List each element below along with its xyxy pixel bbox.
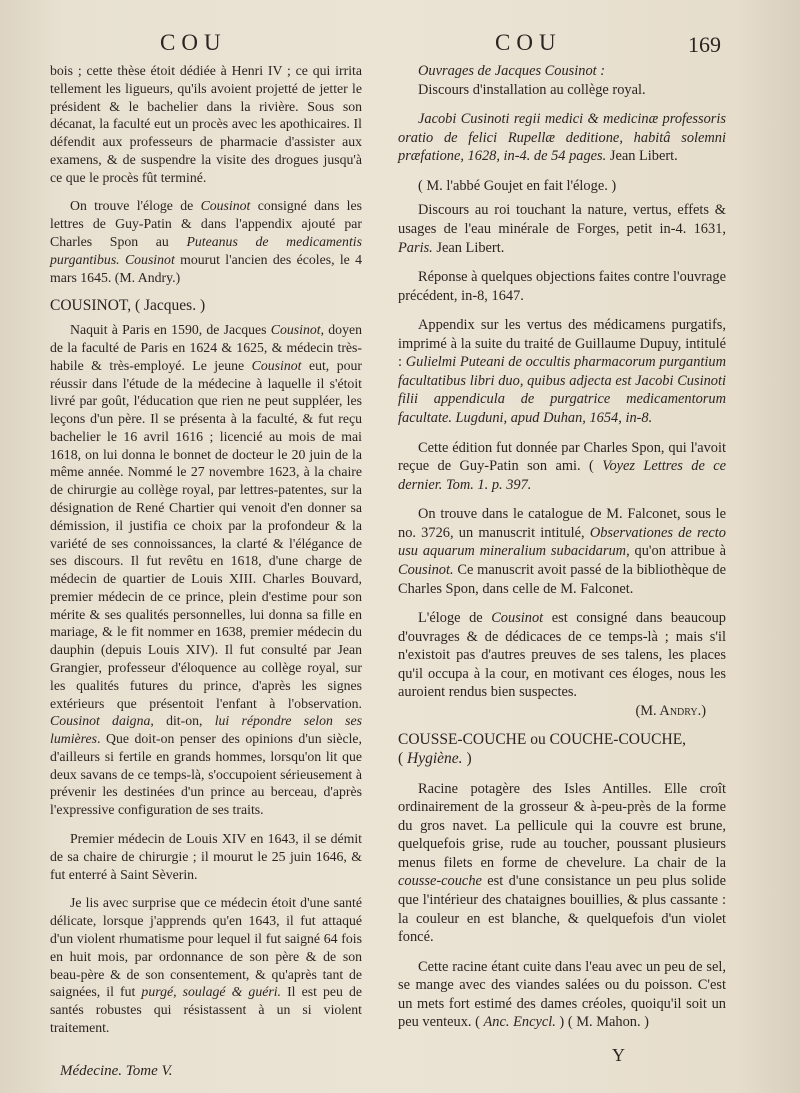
work-forges: Discours au roi touchant la nature, vertus, effets & usages de l'eau minérale de Forges, petit in-4. 1631, Paris. Jean Libert. (398, 202, 726, 256)
paragraph-spon-edition: Cette édition fut donnée par Charles Spon, qui l'avoit reçue de Guy-Patin son ami. ( Voyez Lettres de ce dernier. Tom. 1. p. 397. (398, 439, 727, 493)
paragraph-falconet: On trouve dans le catalogue de M. Falconet, sous le no. 3726, un manuscrit intitulé, Observationes de recto usu aquarum mineralium subacidarum, qu'on attribue à Cousinot. Ce manuscrit avoit passé de la bibliothèque de Charles Spon, dans celle de M. Falconet. (398, 506, 726, 597)
work-installation: Discours d'installation au collège royal. (418, 81, 646, 98)
header-right: COU (495, 30, 562, 55)
works-heading: Ouvrages de Jacques Cousinot : (418, 63, 606, 79)
left-column (50, 62, 362, 1037)
paragraph-racine: Racine potagère des Isles Antilles. Elle croît ordinairement de la grosseur & à-peu-près de la forme du gros navet. La pellicule qui la couvre est brune, quelquefois grise, rude au toucher, poussant plusieurs menus filets en forme de chevelure. La chair de la cousse-couche est d'une consistance un peu plus solide que l'intérieur des chataignes bouillies, & plus cassante : la couleur en est blanche, & quelquefois d'un violet foncé. (398, 780, 726, 946)
page-number: 169 (688, 32, 721, 57)
work-reponse: Réponse à quelques objections faites contre l'ouvrage précédent, in-8, 1647. (398, 269, 726, 304)
paragraph-first-physician: Premier médecin de Louis XIV en 1643, il se démit de sa chaire de chirurgie ; il mourut le 25 juin 1646, & fut enterré à Saint Sèverin. (50, 831, 362, 882)
work-appendix: Appendix sur les vertus des médicamens purgatifs, imprimé à la suite du traité de Guillaume Dupuy, intitulé : Gulielmi Puteani de occultis pharmacorum purgantium facultatibus libri duo, quibus adjecta est Jacobi Cusinoti filii appendicula de purgatrice medicamentorum facultate. Lugduni, apud Duhan, 1654, in-8. (398, 317, 726, 426)
paragraph-thesis: bois ; cette thèse étoit dédiée à Henri IV ; ce qui irrita tellement les ligueurs, qu'ils avoient projetté de jetter le président & le bachelier dans la rivière. Sous son décanat, la faculté eut un procès avec les apothicaires. Il défendit aux professeurs de pharmacie d'assister aux examens, & de suspendre la visite des drogues jusqu'à ce que le procès fût terminé. (50, 63, 362, 185)
paragraph-eloge-dedications: L'éloge de Cousinot est consigné dans beaucoup d'ouvrages & de dédicaces de ce temps-là ; mais s'il n'existoit pas d'autres preuves de ses talens, les places qu'il occupa à la cour, en motivant ces éloges, nous les auroient rendus bien suspectes. (398, 610, 726, 701)
entry-heading-cousse-couche: COUSSE-COUCHE ou COUCHE-COUCHE, ( Hygiène. ) (398, 731, 687, 767)
paragraph-health: Je lis avec surprise que ce médecin étoit d'une santé délicate, lorsque j'apprends qu'en 1643, il fut attaqué d'un violent rhumatisme pour lequel il fut saigné 64 fois en huit mois, par ordonnance de son père & de son beau-père & de son consentement, & qu'après tant de saignées, il fut purgé, soulagé & guéri. Il est peu de santés robustes qui résistassent à un si violent traitement. (50, 895, 362, 1035)
header-left: COU (160, 30, 227, 55)
footer-signature: Médecine. Tome V. (60, 1063, 173, 1079)
note-goujet: ( M. l'abbé Goujet en fait l'éloge. ) (418, 177, 617, 194)
author-signature: (M. Andry.) (635, 702, 706, 719)
paragraph-eloge: On trouve l'éloge de Cousinot consigné dans les lettres de Guy-Patin & dans l'appendix ajouté par Charles Spon au Puteanus de medicamentis purgantibus. Cousinot mourut l'ancien des écoles, le 4 mars 1645. (M. Andry.) (50, 198, 362, 285)
footer-signature-letter: Y (612, 1045, 625, 1065)
paragraph-cuisson: Cette racine étant cuite dans l'eau avec un peu de sel, se mange avec des viandes salées ou du poisson. C'est un mets fort estimé des dames créoles, quoiqu'il soit un peu venteux. ( Anc. Encycl. ) ( M. Mahon. ) (398, 958, 726, 1031)
running-header (0, 30, 800, 60)
right-column (398, 62, 726, 1032)
work-oratio: Jacobi Cusinoti regii medici & medicinæ professoris oratio de felici Rupellæ deditione, habitâ solemni præfatione, 1628, in-4. de 54 pages. Jean Libert. (398, 111, 726, 165)
paragraph-biography: Naquit à Paris en 1590, de Jacques Cousinot, doyen de la faculté de Paris en 1624 & 1625, & médecin très-habile & très-employé. Le jeune Cousinot eut, pour réussir dans l'étude de la médecine à laquelle il s'étoit livré par goût, l'éducation que rien ne peut suppléer, les leçons d'un père. Il se présenta à la faculté, & fut reçu bachelier le 16 avril 1616 ; licencié au mois de mai 1618, on lui donna le bonnet de docteur le 20 juin de la même année. Nommé le 27 novembre 1623, à la chaire de chirurgie au collège royal, par lettres-patentes, sur la désignation de René Chartier qui venoit d'en donner sa démission, il justifia ce choix par la profondeur & la variété de ses connoissances, la clarté & l'élégance de ses discours. Il fut revêtu en 1618, d'une charge de médecin de quartier de Louis XIII. Charles Bouvard, premier médecin de ce prince, plein d'estime pour son mérite & ses qualités personnelles, lui donna sa fille en mariage, & le fit nommer en 1638, premier médecin du dauphin (depuis Louis XIV). Il fut consulté par Jean Grangier, professeur d'éloquence au collège royal, sur les qualités futures du prince, d'après les signes extérieurs que présentoit l'enfant à l'observation. Cousinot daigna, dit-on, lui répondre selon ses lumières. Que doit-on penser des opinions d'un siècle, d'ailleurs si fertile en grands hommes, lorsqu'on lit que deux savans de ce temps-là, s'occupoient sérieusement à prévenir les destinées d'un prince au berceau, d'après l'expressive configuration de ses traits. (50, 322, 362, 818)
entry-heading-cousinot: COUSINOT, ( Jacques. ) (50, 297, 206, 315)
